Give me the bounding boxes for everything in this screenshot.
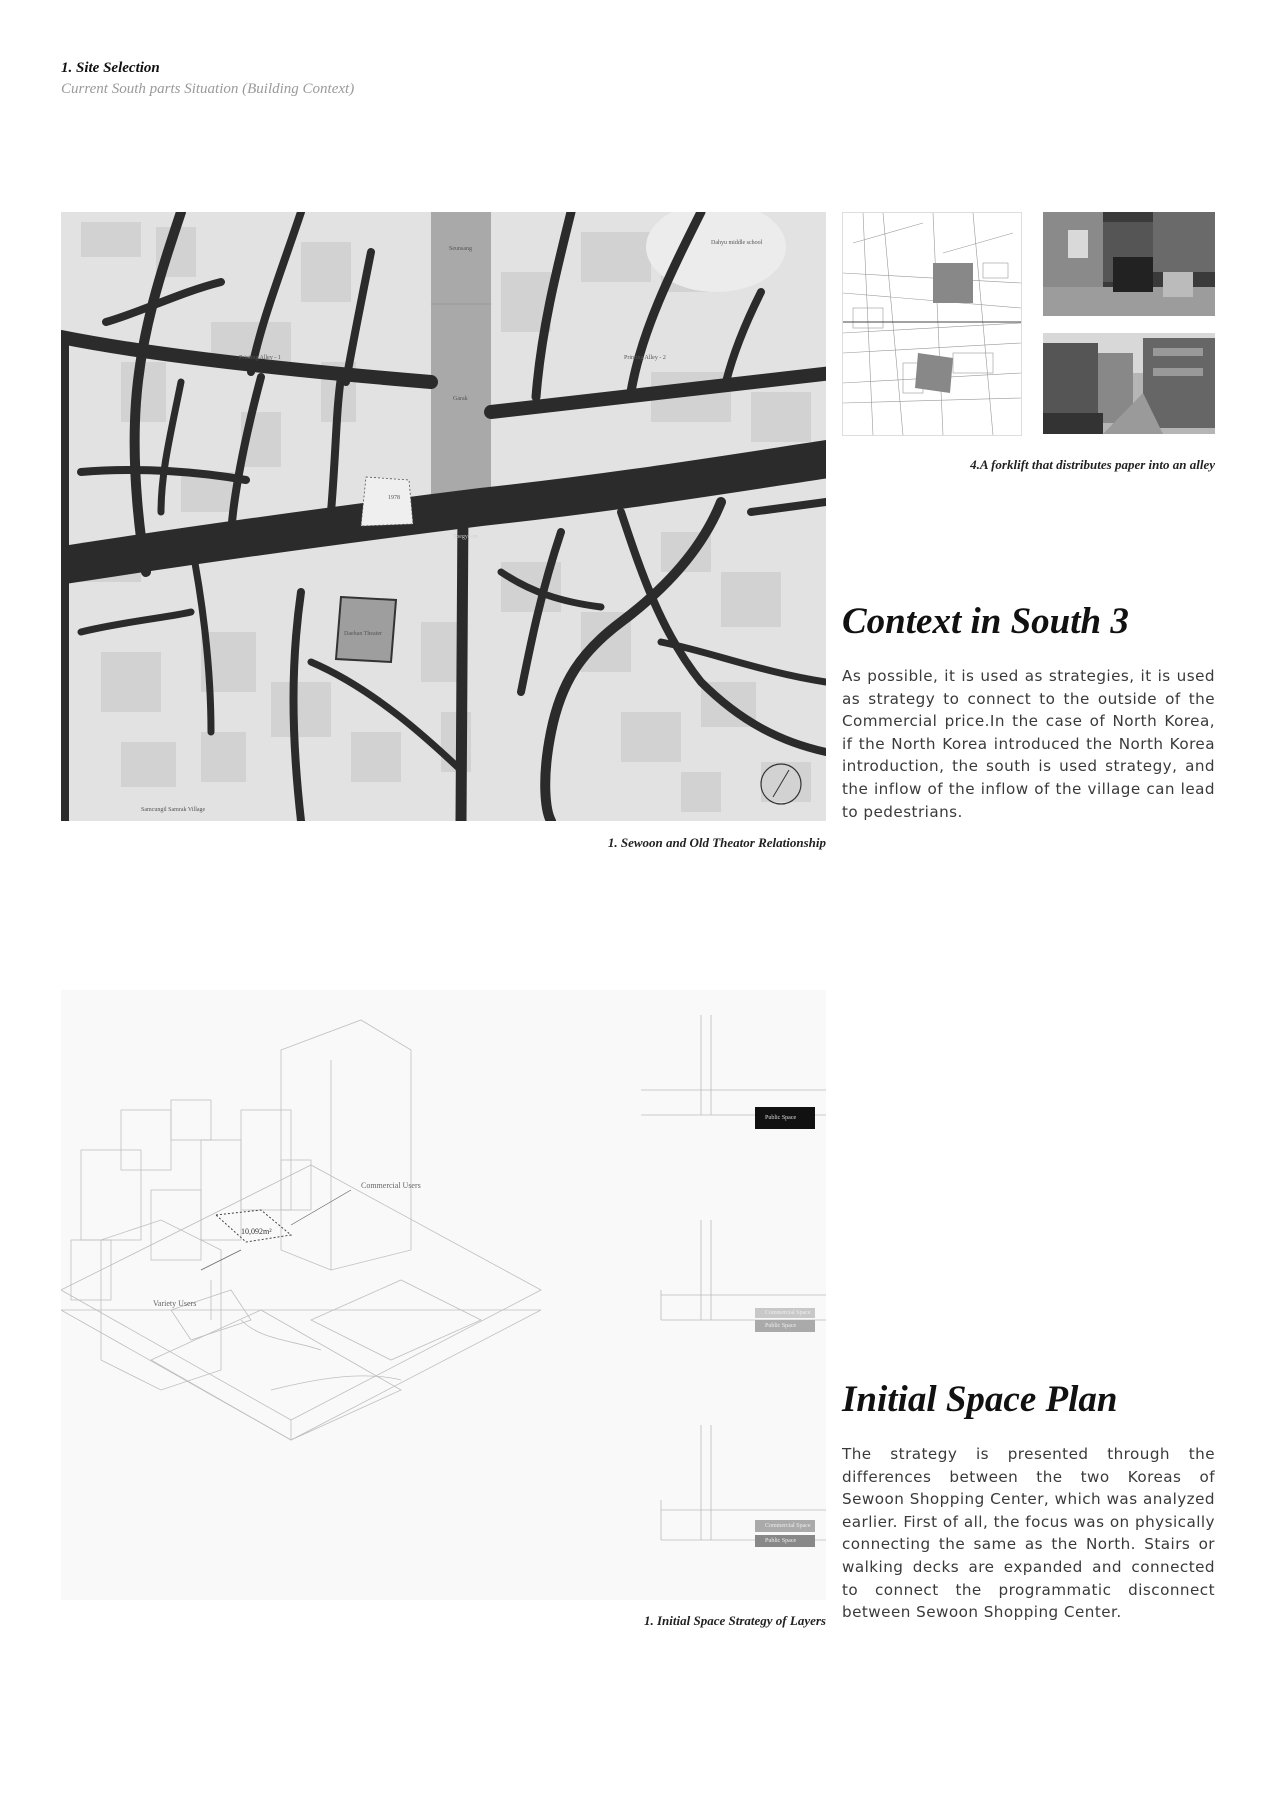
map-label-seunsang: Seunsang [449, 246, 472, 252]
section-title: 1. Site Selection [61, 60, 160, 76]
section-subtitle: Current South parts Situation (Building Context) [61, 81, 355, 97]
layer-2-commercial: Commercial Space [755, 1308, 815, 1318]
plan-body: The strategy is presented through the differences between the two Koreas of Sewoon Shopping Center, which was analyzed earlier. First of all, the focus was on physically connecting the same as the North. Stairs or walking decks are expanded and connected to connect the programmatic disconnect between Sewoon Shopping Center. [842, 1445, 1215, 1622]
commercial-users-label: Commercial Users [361, 1181, 421, 1190]
site-map-caption: 1. Sewoon and Old Theator Relationship [607, 835, 826, 850]
layer-3-commercial: Commercial Space [755, 1520, 815, 1532]
map-label-street: Toegye-ro [453, 534, 478, 540]
context-body: As possible, it is used as strategies, it is used as strategy to connect to the outside of the Commercial price.In the case of North Korea, if the North Korea introduced the North Korea introduction, the south is used strategy, and the inflow of the inflow of the village can lead to pedestrians. [842, 667, 1215, 821]
layer-2-public: Public Space [755, 1320, 815, 1332]
map-label-year: 1978 [388, 495, 400, 501]
alley-location-map [842, 212, 1022, 436]
map-label-school: Dahyu middle school [711, 240, 763, 246]
map-label-printing-alley-2: Printing Alley - 2 [624, 355, 666, 361]
layer-1-public: Public Space [755, 1107, 815, 1129]
area-label: 10,092m² [241, 1227, 272, 1236]
plan-title: Initial Space Plan [842, 1379, 1118, 1420]
context-title: Context in South 3 [842, 601, 1129, 642]
layer-3-public: Public Space [755, 1535, 815, 1547]
map-label-theater: Daehan Theater [344, 631, 383, 637]
alley-photo-2 [1043, 333, 1215, 434]
alley-photo-1 [1043, 212, 1215, 316]
map-label-garak: Garak [453, 396, 468, 402]
diagram-caption: 1. Initial Space Strategy of Layers [644, 1613, 826, 1628]
space-strategy-diagram [61, 990, 826, 1600]
site-figure-ground-map [61, 212, 826, 821]
alley-caption: 4.A forklift that distributes paper into an alley [970, 457, 1215, 472]
map-label-printing-alley-1: Printing Alley - 1 [239, 355, 281, 361]
map-label-village: Samcungil Samrak Village [141, 807, 206, 813]
variety-users-label: Variety Users [153, 1299, 197, 1308]
